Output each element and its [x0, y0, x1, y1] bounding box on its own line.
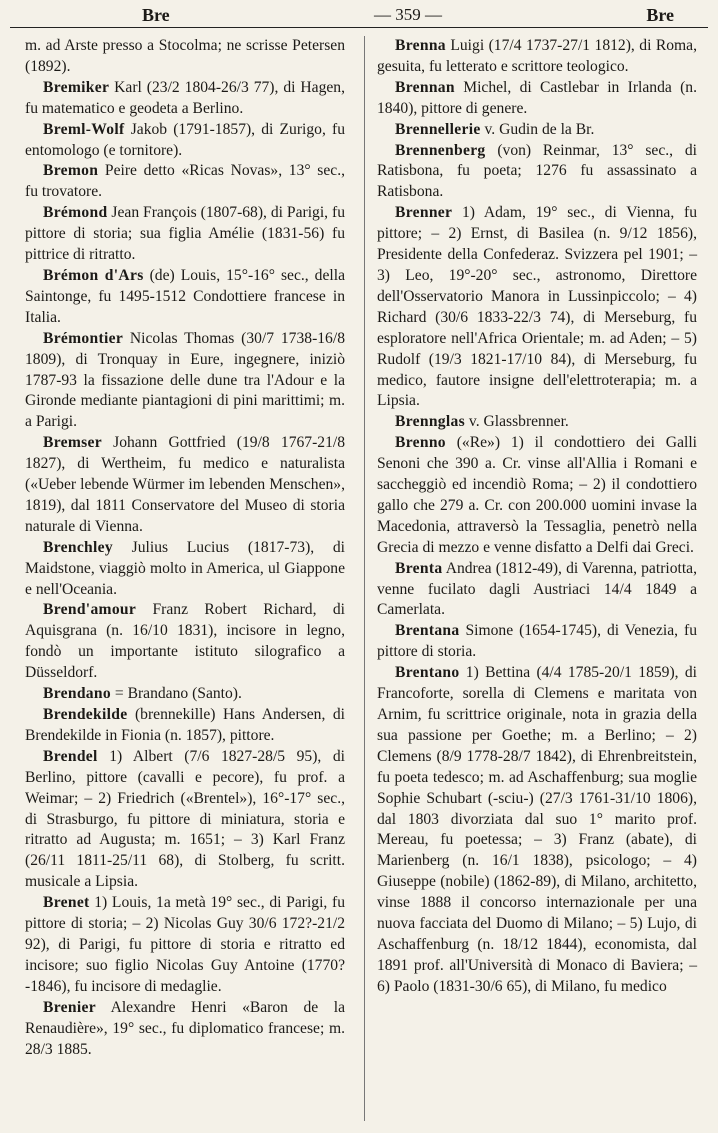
entry-text: Alexandre Henri «Baron de la Renaudière», 19° sec., fu diplomatico francese; m. 28/3 1885.	[25, 998, 345, 1058]
entry-text: = Brandano (Santo).	[110, 685, 242, 703]
entry-headword: Brendel	[43, 747, 98, 765]
column-divider	[364, 36, 365, 1121]
entry-text: Andrea (1812-49), di Varenna, patriotta, venne fucilato dagli Austriaci 14/4 1849 a Camerlata.	[377, 559, 697, 619]
dictionary-entry	[377, 120, 697, 141]
dictionary-entry	[377, 621, 697, 663]
page-header	[0, 0, 718, 30]
entry-text: 1) Louis, 1a metà 19° sec., di Parigi, fu pittore di storia; – 2) Nicolas Guy 30/6 172?-21/2 92), di Parigi, fu pittore di storia e ritratto ed incisore; suo figlio Nicolas Guy Antoine (1770?-1846), fu incisore di medaglie.	[25, 894, 345, 995]
dictionary-entry	[377, 78, 697, 120]
entry-headword: Brenier	[43, 998, 96, 1016]
entry-headword: Brémond	[43, 204, 108, 222]
dictionary-entry	[25, 36, 345, 78]
dictionary-entry	[377, 141, 697, 204]
entry-headword: Breml-Wolf	[43, 120, 125, 138]
entry-headword: Brenner	[395, 204, 453, 222]
entry-text: («Re») 1) il condottiero dei Galli Senoni che 390 a. Cr. vinse all'Allia i Romani e saccheggiò ed incendiò Roma; – 2) il condottiero gallo che 279 a. Cr. con 200.000 uomini invase la Macedonia, attraversò la Tessaglia, penetrò nella Grecia di mezzo e venne disfatto a Delfi dai Greci.	[377, 434, 697, 556]
entry-text: 1) Adam, 19° sec., di Vienna, fu pittore; – 2) Ernst, di Basilea (n. 9/12 1856), Presidente della Confederaz. Svizzera pel 1901; – 3) Leo, 19°-20° sec., astronomo, Direttore dell'Osservatorio Manora in Lussinpiccolo; – 4) Richard (30/6 1833-22/3 74), di Merseburg, fu esploratore nell'Africa Orientale; m. ad Aden; – 5) Rudolf (19/3 1821-17/10 84), di Merseburg, fu medico, fautore insigne dell'elettroterapia; m. a Lipsia.	[377, 204, 697, 410]
dictionary-entry	[25, 203, 345, 266]
dictionary-entry	[25, 161, 345, 203]
entry-headword: Brémontier	[43, 329, 124, 347]
dictionary-entry	[25, 705, 345, 747]
entry-headword: Brennglas	[395, 413, 466, 431]
dictionary-entry	[25, 266, 345, 329]
entry-headword: Bremser	[43, 434, 102, 452]
entry-headword: Brenna	[395, 37, 446, 54]
dictionary-entry	[25, 538, 345, 601]
entry-headword: Brennenberg	[395, 141, 486, 159]
entry-text: v. Glassbrenner.	[465, 413, 569, 431]
entry-headword: Brendekilde	[43, 706, 128, 723]
entry-text: (de) Louis, 15°-16° sec., della Saintonge, fu 1495-1512 Condottiere francese in Italia.	[25, 266, 345, 326]
entry-headword: Brémon d'Ars	[43, 266, 144, 284]
header-left-guide: Bre	[142, 4, 170, 25]
entry-headword: Brend'amour	[43, 601, 137, 619]
entry-text: 1) Bettina (4/4 1785-20/1 1859), di Francoforte, sorella di Clemens e maritata von Arnim, fu scrittrice originale, nota in grazia della sua passione per Goethe; m. a Berlino; – 2) Clemens (8/9 1778-28/7 1842), di Ehrenbreitstein, fu poeta tedesco; m. ad Aschaffenburg; sua moglie Sophie Schubart (-sciu-) (27/3 1761-31/10 1806), dal 1803 divorziata dal suo 1° marito prof. Mereau, fu poetessa; – 3) Franz (abate), di Marienberg (n. 16/1 1838), psicologo; – 4) Giuseppe (nobile) (1862-89), di Milano, architetto, vinse 1888 il concorso internazionale per una nuova facciata del Duomo di Milano; – 5) Lujo, di Aschaffenburg (n. 18/12 1844), economista, dal 1891 prof. all'Università di Monaco di Baviera; – 6) Paolo (1831-30/6 65), di Milano, fu medico	[377, 664, 697, 995]
entry-headword: Brennan	[395, 78, 455, 96]
entry-text: v. Gudin de la Br.	[480, 120, 595, 138]
dictionary-entry	[25, 433, 345, 538]
entry-headword: Bremiker	[43, 78, 110, 96]
entry-headword: Brenta	[395, 559, 443, 577]
dictionary-entry	[25, 684, 345, 705]
entry-headword: Brentano	[395, 664, 460, 682]
entry-headword: Brendano	[43, 685, 111, 703]
entry-headword: Brenno	[395, 434, 446, 452]
entry-text: Simone (1654-1745), di Venezia, fu pittore di storia.	[377, 622, 697, 661]
entry-text: Karl (23/2 1804-26/3 77), di Hagen, fu matematico e geodeta a Berlino.	[25, 78, 345, 117]
entry-text: m. ad Arste presso a Stocolma; ne scrisse Petersen (1892).	[25, 37, 345, 75]
entry-headword: Brenchley	[43, 538, 113, 556]
entry-text: (von) Reinmar, 13° sec., di Ratisbona, fu poeta; 1276 fu assassinato a Ratisbona.	[377, 141, 697, 201]
entry-headword: Brenet	[43, 894, 90, 912]
dictionary-entry	[377, 663, 697, 998]
header-right-guide: Bre	[646, 4, 674, 25]
dictionary-entry	[377, 36, 697, 78]
dictionary-entry	[377, 412, 697, 433]
entry-headword: Brennellerie	[395, 120, 481, 138]
dictionary-entry	[25, 998, 345, 1061]
header-rule	[10, 27, 708, 28]
entry-headword: Bremon	[43, 162, 99, 180]
entry-text: Michel, di Castlebar in Irlanda (n. 1840), pittore di genere.	[377, 78, 697, 117]
dictionary-entry	[25, 329, 345, 434]
dictionary-entry	[25, 600, 345, 684]
dictionary-entry	[25, 120, 345, 162]
entry-text: Franz Robert Richard, di Aquisgrana (n. 16/10 1831), incisore in legno, fondò un importante istituto silografico a Düsseldorf.	[25, 601, 345, 682]
entry-text: Jean François (1807-68), di Parigi, fu pittore di storia; sua figlia Amélie (1831-56) fu pittrice di ritratto.	[25, 204, 345, 264]
entry-text: Peire detto «Ricas Novas», 13° sec., fu trovatore.	[25, 162, 345, 201]
entry-text: Jakob (1791-1857), di Zurigo, fu entomologo (e tornitore).	[25, 120, 345, 159]
dictionary-entry	[377, 203, 697, 412]
entry-headword: Brentana	[395, 622, 460, 640]
entry-text: 1) Albert (7/6 1827-28/5 95), di Berlino, pittore (cavalli e pecore), fu prof. a Weimar; – 2) Friedrich («Brentel»), 16°-17° sec., di Strasburgo, fu pittore di miniatura, storia e ritratto ad Augusta; m. 1651; – 3) Karl Franz (26/11 1811-25/11 68), di Stolberg, fu scritt. musicale a Lipsia.	[25, 747, 345, 891]
dictionary-entry	[25, 747, 345, 893]
dictionary-entry	[25, 78, 345, 120]
text-columns	[0, 36, 718, 1126]
dictionary-entry	[25, 893, 345, 998]
left-column	[25, 36, 345, 1060]
entry-text: Julius Lucius (1817-73), di Maidstone, viaggiò molto in America, ul Giappone e nell'Oceania.	[25, 538, 345, 598]
dictionary-entry	[377, 433, 697, 558]
dictionary-entry	[377, 559, 697, 622]
page-number: — 359 —	[374, 5, 442, 24]
entry-text: (brennekille) Hans Andersen, di Brendekilde in Fionia (n. 1857), pittore.	[25, 706, 345, 744]
entry-text: Johann Gottfried (19/8 1767-21/8 1827), di Wertheim, fu medico e naturalista («Ueber lebende Würmer im lebenden Menschen», 1819), dal 1811 Conservatore del Museo di storia naturale di Vienna.	[25, 434, 345, 535]
right-column	[377, 36, 697, 998]
entry-text: Luigi (17/4 1737-27/1 1812), di Roma, gesuita, fu letterato e scrittore teologico.	[377, 37, 697, 75]
entry-text: Nicolas Thomas (30/7 1738-16/8 1809), di Tronquay in Eure, ingegnere, iniziò 1787-93 la fissazione delle dune tra l'Adour e la Gironde mediante piantagioni di pini marittimi; m. a Parigi.	[25, 329, 345, 431]
